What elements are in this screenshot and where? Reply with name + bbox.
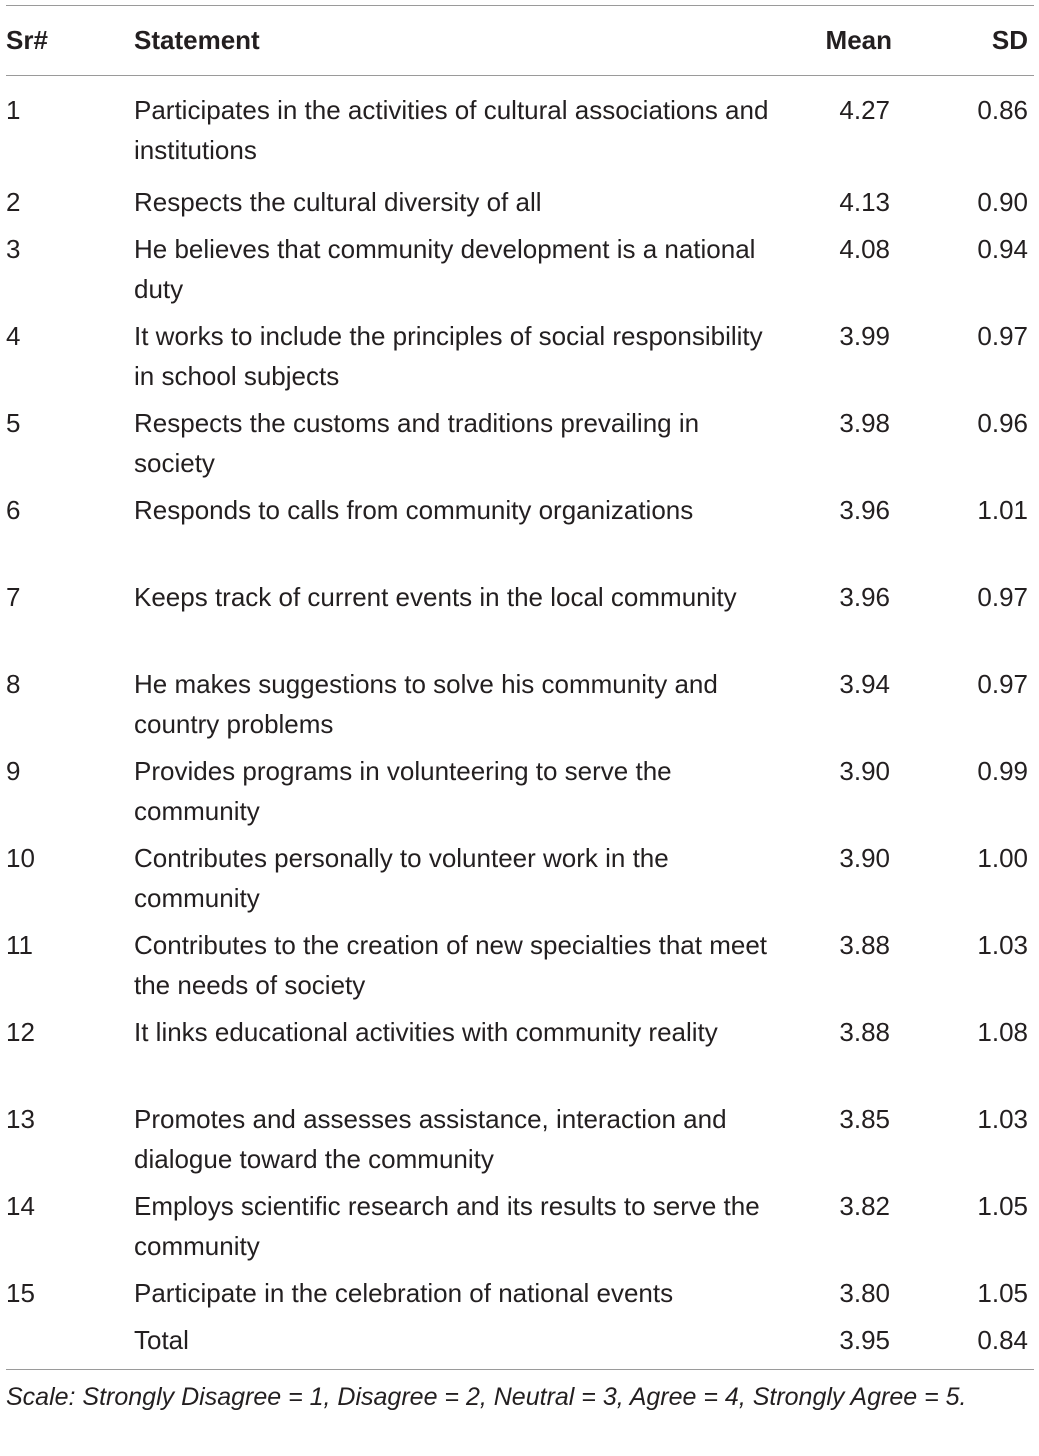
total-row — [6, 1320, 1034, 1367]
table-row — [6, 838, 1034, 925]
row-sd: 0.90 — [977, 187, 1028, 217]
bottom-rule — [6, 1369, 1034, 1370]
row-statement: Respects the cultural diversity of all — [134, 187, 542, 217]
total-sd: 0.84 — [977, 1325, 1028, 1355]
row-statement: Responds to calls from community organizations — [134, 495, 694, 525]
row-sr: 6 — [6, 495, 21, 525]
header-sd: SD — [991, 25, 1028, 55]
row-sr: 4 — [6, 321, 21, 351]
row-sd: 0.97 — [977, 321, 1028, 351]
table-row — [6, 490, 1034, 577]
table-row — [6, 664, 1034, 751]
row-sr: 2 — [6, 187, 21, 217]
row-sd: 1.00 — [977, 843, 1028, 873]
row-statement: Respects the customs and traditions prevailing in society — [134, 408, 700, 478]
row-sd: 0.96 — [977, 408, 1028, 438]
header-mean: Mean — [825, 25, 892, 55]
row-statement: Keeps track of current events in the local community — [134, 582, 737, 612]
row-mean: 4.27 — [839, 95, 890, 125]
table-row — [6, 925, 1034, 1012]
row-statement: Promotes and assesses assistance, interaction and dialogue toward the community — [134, 1104, 727, 1174]
row-sd: 1.03 — [977, 1104, 1028, 1134]
row-sd: 0.86 — [977, 95, 1028, 125]
row-sr: 13 — [6, 1104, 35, 1134]
row-sr: 11 — [6, 930, 33, 960]
row-sd: 1.03 — [977, 930, 1028, 960]
row-sr: 10 — [6, 843, 35, 873]
row-sd: 1.05 — [977, 1191, 1028, 1221]
row-statement: Contributes to the creation of new specialties that meet the needs of society — [134, 930, 768, 1000]
row-statement: It links educational activities with community reality — [134, 1017, 718, 1047]
total-label: Total — [134, 1325, 189, 1355]
row-sd: 0.99 — [977, 756, 1028, 786]
table-row — [6, 1099, 1034, 1186]
table-row — [6, 577, 1034, 664]
row-sd: 0.94 — [977, 234, 1028, 264]
row-mean: 3.85 — [839, 1104, 890, 1134]
row-statement: He makes suggestions to solve his community and country problems — [134, 669, 718, 739]
table-row — [6, 1012, 1034, 1099]
table-row — [6, 182, 1034, 229]
row-sr: 5 — [6, 408, 21, 438]
table-row — [6, 1186, 1034, 1273]
table-row — [6, 751, 1034, 838]
row-mean: 3.88 — [839, 930, 890, 960]
row-mean: 3.80 — [839, 1278, 890, 1308]
header-statement: Statement — [134, 25, 260, 55]
row-mean: 4.08 — [839, 234, 890, 264]
statistics-table — [6, 6, 1034, 1367]
total-sr — [6, 1320, 134, 1367]
table-row — [6, 75, 1034, 182]
row-statement: He believes that community development is a national duty — [134, 234, 756, 304]
row-mean: 3.96 — [839, 582, 890, 612]
row-sr: 8 — [6, 669, 21, 699]
row-sr: 14 — [6, 1191, 35, 1221]
row-sd: 0.97 — [977, 669, 1028, 699]
row-mean: 3.90 — [839, 756, 890, 786]
row-sd: 1.05 — [977, 1278, 1028, 1308]
row-mean: 3.98 — [839, 408, 890, 438]
row-sr: 15 — [6, 1278, 35, 1308]
table-row — [6, 316, 1034, 403]
row-sr: 3 — [6, 234, 21, 264]
row-statement: Participate in the celebration of national events — [134, 1278, 674, 1308]
row-sr: 7 — [6, 582, 21, 612]
row-statement: Participates in the activities of cultural associations and institutions — [134, 95, 769, 165]
row-statement: Provides programs in volunteering to serve the community — [134, 756, 672, 826]
row-statement: It works to include the principles of social responsibility in school subjects — [134, 321, 763, 391]
table-row — [6, 403, 1034, 490]
header-row — [6, 6, 1034, 75]
row-mean: 3.99 — [839, 321, 890, 351]
row-sd: 1.08 — [977, 1017, 1028, 1047]
row-sd: 0.97 — [977, 582, 1028, 612]
row-statement: Employs scientific research and its results to serve the community — [134, 1191, 760, 1261]
header-sr: Sr# — [6, 25, 48, 55]
row-statement: Contributes personally to volunteer work in the community — [134, 843, 669, 913]
row-mean: 3.82 — [839, 1191, 890, 1221]
table-row — [6, 229, 1034, 316]
row-mean: 3.94 — [839, 669, 890, 699]
row-sd: 1.01 — [977, 495, 1028, 525]
row-sr: 1 — [6, 95, 21, 125]
row-mean: 3.90 — [839, 843, 890, 873]
row-mean: 3.96 — [839, 495, 890, 525]
table-row — [6, 1273, 1034, 1320]
total-mean: 3.95 — [839, 1325, 890, 1355]
row-sr: 9 — [6, 756, 21, 786]
row-mean: 4.13 — [839, 187, 890, 217]
row-sr: 12 — [6, 1017, 35, 1047]
table-footnote: Scale: Strongly Disagree = 1, Disagree = 2, Neutral = 3, Agree = 4, Strongly Agree = 5. — [6, 1383, 967, 1411]
row-mean: 3.88 — [839, 1017, 890, 1047]
